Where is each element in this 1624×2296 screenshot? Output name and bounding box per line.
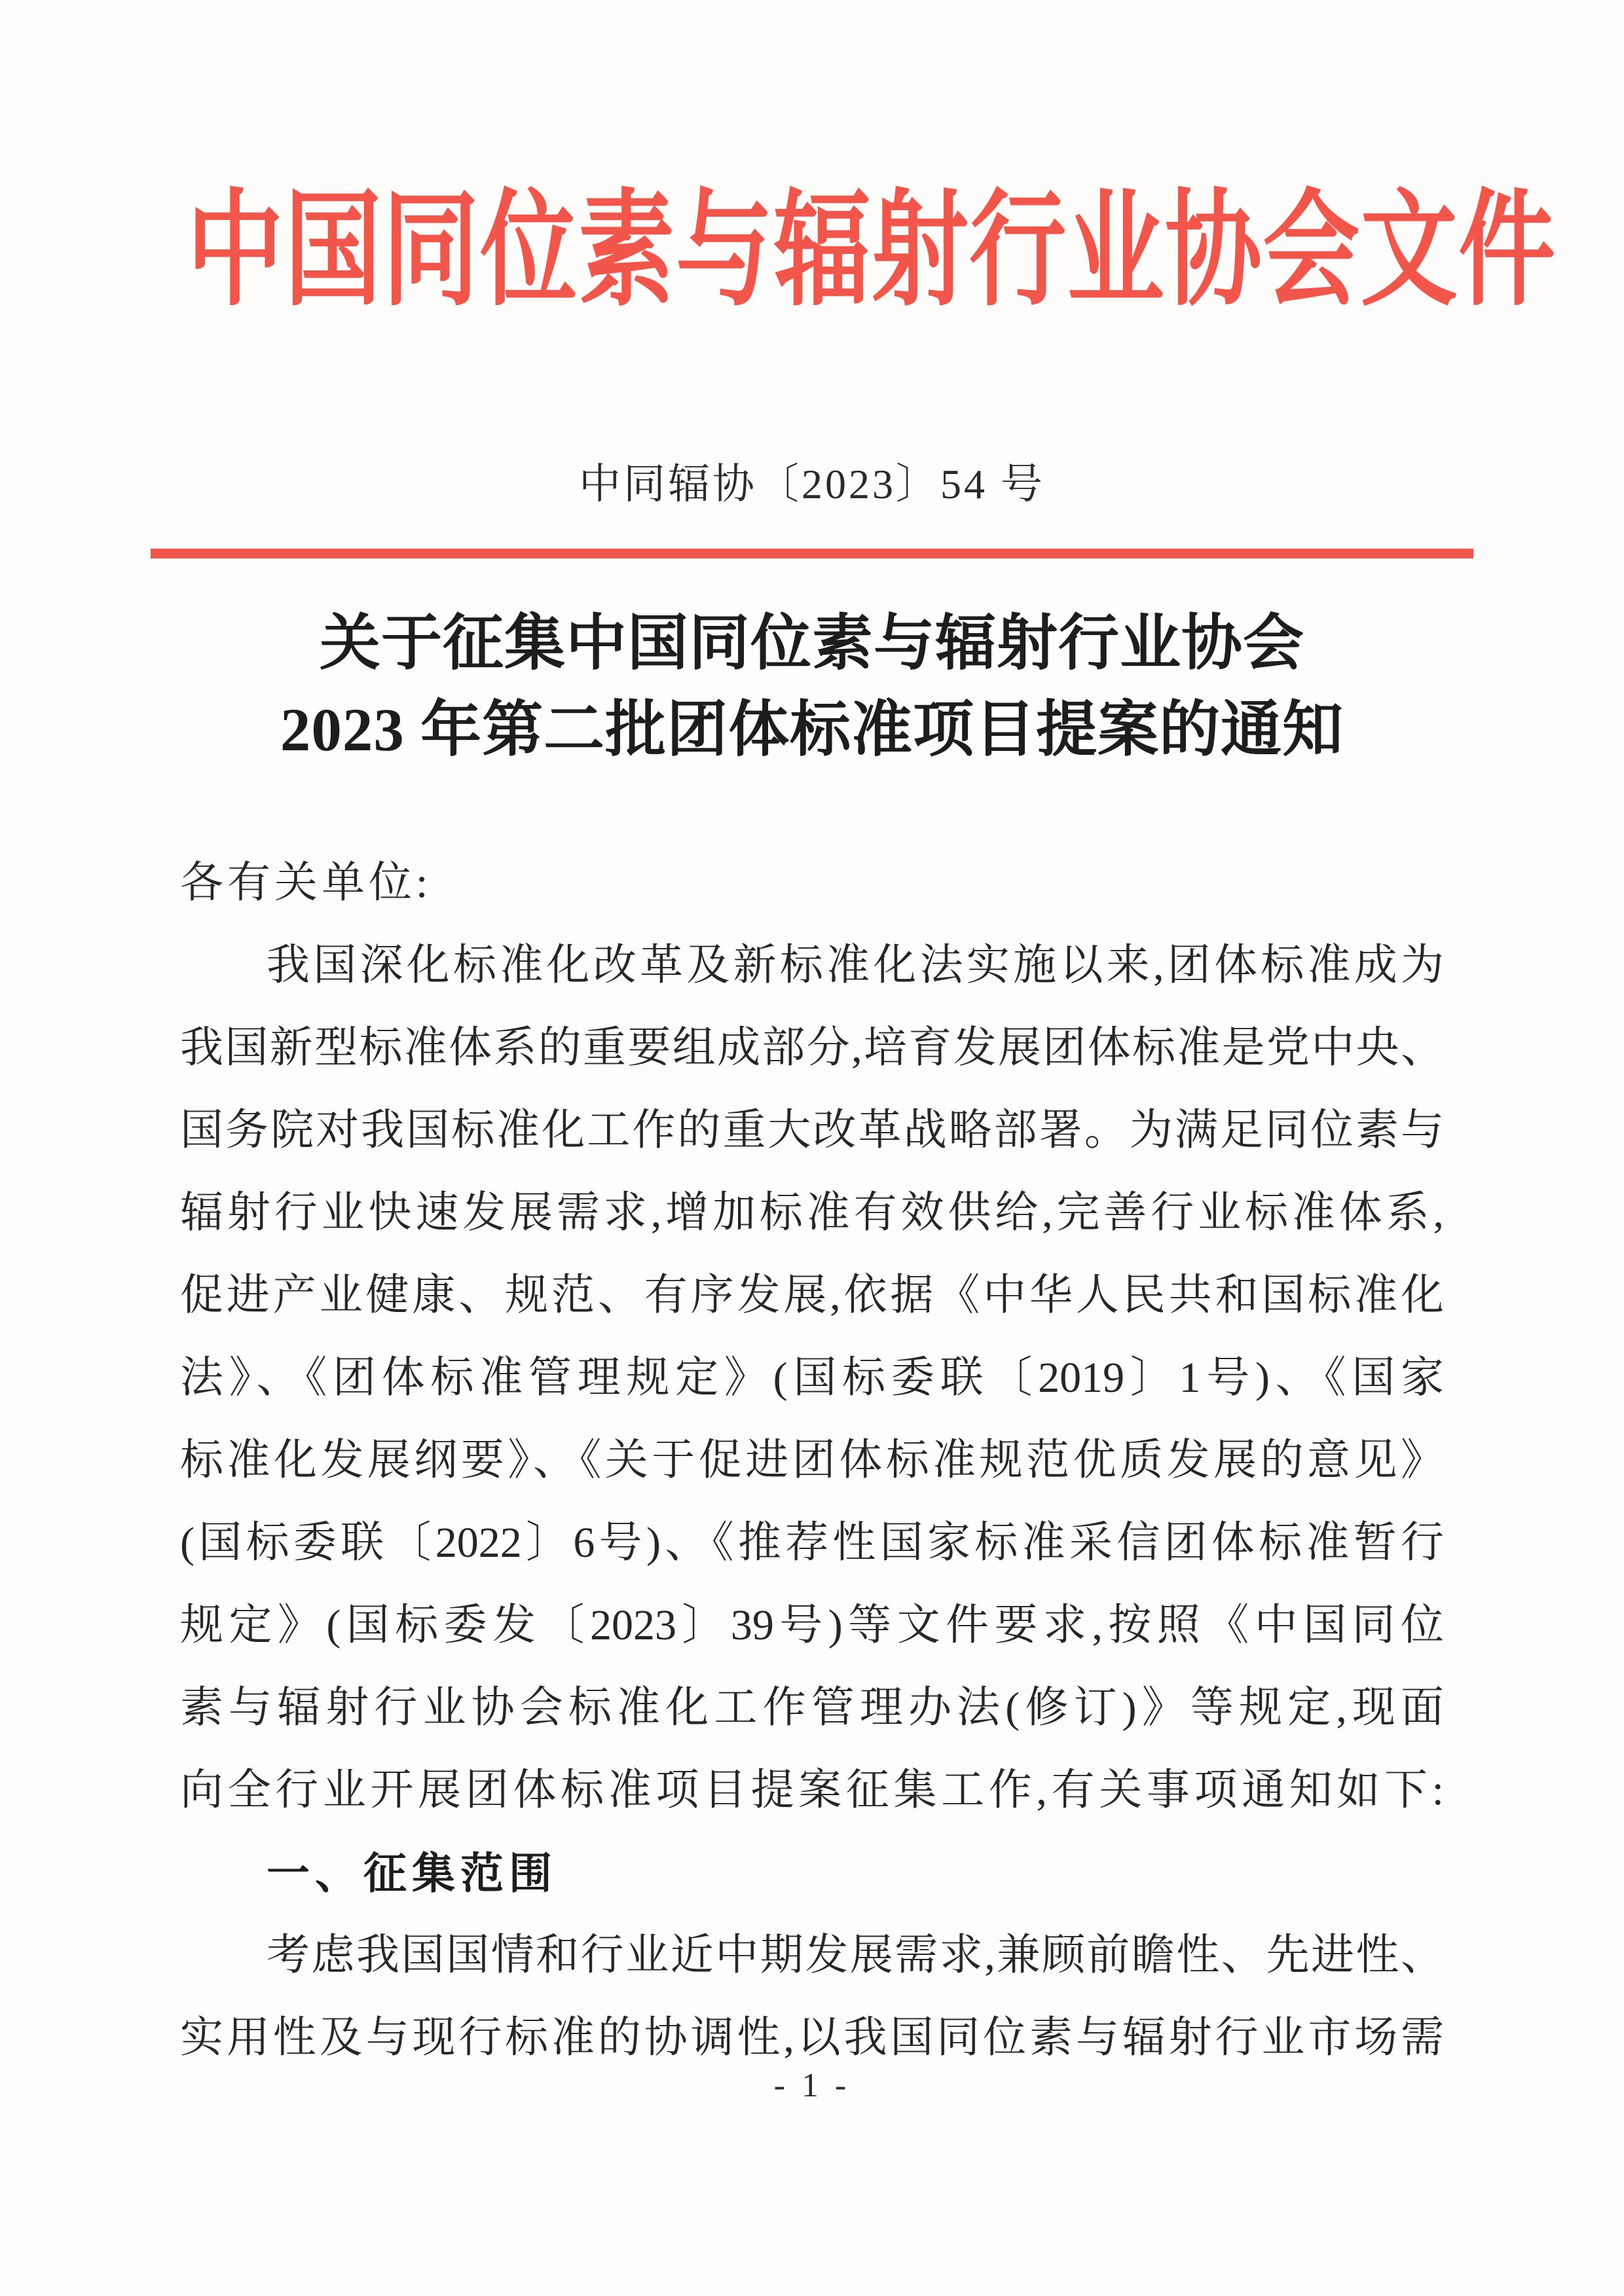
red-divider-line xyxy=(151,549,1473,558)
body-line: 素与辐射行业协会标准化工作管理办法(修订)》等规定,现面 xyxy=(180,1684,1444,1732)
salutation: 各有关单位: xyxy=(180,859,432,907)
document-title-line-1: 关于征集中国同位素与辐射行业协会 xyxy=(320,610,1304,678)
body-paragraphs xyxy=(180,924,1444,2079)
body-line: 标准化发展纲要》、《关于促进团体标准规范优质发展的意见》 xyxy=(180,1436,1444,1484)
document-body xyxy=(180,842,1444,2079)
body-line: 辐射行业快速发展需求,增加标准有效供给,完善行业标准体系, xyxy=(180,1189,1444,1237)
section-heading: 一、征集范围 xyxy=(267,1849,557,1897)
body-line: 考虑我国国情和行业近中期发展需求,兼顾前瞻性、先进性、 xyxy=(267,1931,1444,1979)
document-title-line-2: 2023 年第二批团体标准项目提案的通知 xyxy=(280,697,1344,764)
body-line: 国务院对我国标准化工作的重大改革战略部署。为满足同位素与 xyxy=(180,1106,1444,1154)
document-number: 中同辐协〔2023〕54 号 xyxy=(579,461,1045,507)
body-line: 我国新型标准体系的重要组成部分,培育发展团体标准是党中央、 xyxy=(180,1024,1444,1072)
page-number: - 1 - xyxy=(773,2067,851,2104)
body-line: (国标委联〔2022〕6号)、《推荐性国家标准采信团体标准暂行 xyxy=(180,1519,1444,1567)
body-line: 向全行业开展团体标准项目提案征集工作,有关事项通知如下: xyxy=(180,1766,1444,1814)
body-line: 实用性及与现行标准的协调性,以我国同位素与辐射行业市场需 xyxy=(180,2014,1444,2062)
body-line: 法》、《团体标准管理规定》(国标委联〔2019〕1号)、《国家 xyxy=(180,1354,1444,1402)
body-line: 促进产业健康、规范、有序发展,依据《中华人民共和国标准化 xyxy=(180,1271,1444,1319)
red-header-title: 中国同位素与辐射行业协会文件 xyxy=(187,181,1557,321)
document-title xyxy=(0,601,1624,774)
body-line: 规定》(国标委发〔2023〕39号)等文件要求,按照《中国同位 xyxy=(180,1601,1444,1649)
body-line: 我国深化标准化改革及新标准化法实施以来,团体标准成为 xyxy=(267,941,1444,989)
